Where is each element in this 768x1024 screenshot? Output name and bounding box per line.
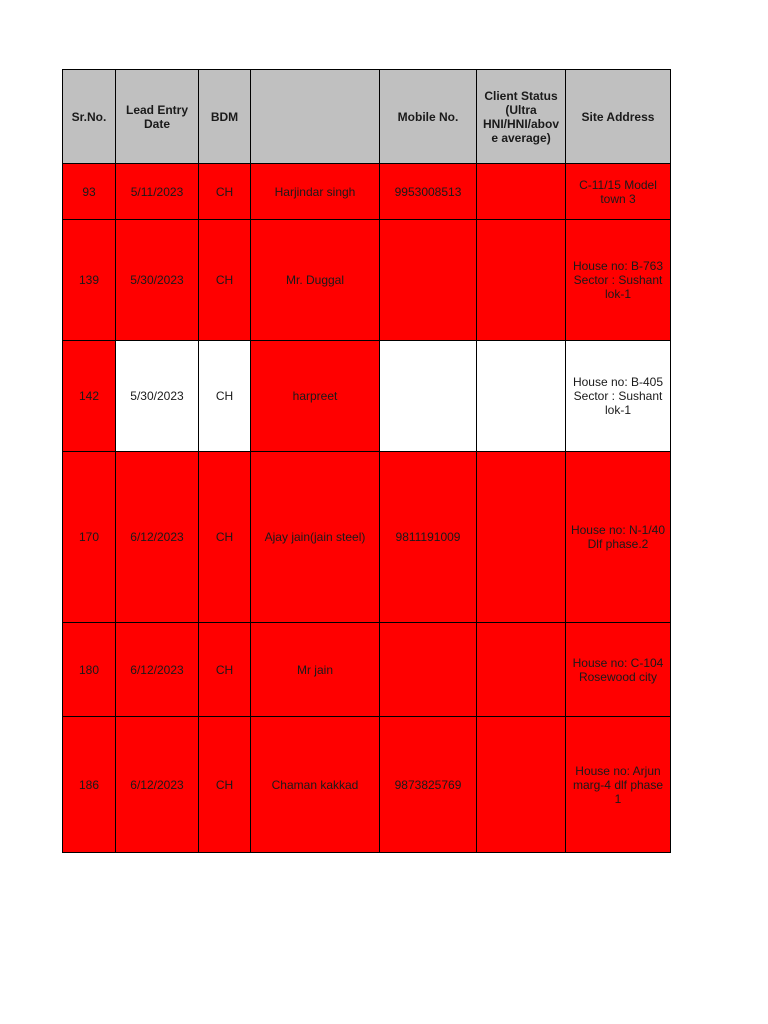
cell-name: Ajay jain(jain steel) (251, 452, 380, 623)
cell-bdm: CH (199, 717, 251, 853)
cell-name: Mr. Duggal (251, 220, 380, 341)
cell-sr-no: 93 (63, 164, 116, 220)
cell-name: Mr jain (251, 623, 380, 717)
table-row (63, 452, 671, 623)
cell-status (477, 717, 566, 853)
header-sr-no: Sr.No. (63, 70, 116, 164)
header-site-address: Site Address (566, 70, 671, 164)
table-row (63, 220, 671, 341)
cell-address: House no: B-763 Sector : Sushant lok-1 (566, 220, 671, 341)
cell-mobile: 9953008513 (380, 164, 477, 220)
cell-bdm: CH (199, 341, 251, 452)
header-name (251, 70, 380, 164)
cell-mobile: 9873825769 (380, 717, 477, 853)
cell-status (477, 452, 566, 623)
cell-bdm: CH (199, 164, 251, 220)
cell-date: 5/30/2023 (116, 220, 199, 341)
cell-address: House no: N-1/40 Dlf phase.2 (566, 452, 671, 623)
cell-sr-no: 142 (63, 341, 116, 452)
cell-name: Harjindar singh (251, 164, 380, 220)
cell-address: House no: C-104 Rosewood city (566, 623, 671, 717)
table-row (63, 341, 671, 452)
cell-bdm: CH (199, 623, 251, 717)
table-row (63, 623, 671, 717)
cell-date: 5/30/2023 (116, 341, 199, 452)
cell-date: 6/12/2023 (116, 717, 199, 853)
cell-sr-no: 186 (63, 717, 116, 853)
cell-date: 6/12/2023 (116, 452, 199, 623)
header-lead-entry-date: Lead Entry Date (116, 70, 199, 164)
cell-mobile (380, 341, 477, 452)
header-row (63, 70, 671, 164)
cell-date: 5/11/2023 (116, 164, 199, 220)
header-mobile-no: Mobile No. (380, 70, 477, 164)
cell-mobile: 9811191009 (380, 452, 477, 623)
table-row (63, 164, 671, 220)
cell-mobile (380, 220, 477, 341)
cell-status (477, 220, 566, 341)
cell-address: House no: Arjun marg-4 dlf phase 1 (566, 717, 671, 853)
cell-mobile (380, 623, 477, 717)
cell-sr-no: 139 (63, 220, 116, 341)
cell-sr-no: 170 (63, 452, 116, 623)
cell-status (477, 164, 566, 220)
cell-status (477, 341, 566, 452)
cell-address: House no: B-405 Sector : Sushant lok-1 (566, 341, 671, 452)
header-client-status: Client Status (Ultra HNI/HNI/above average) (477, 70, 566, 164)
cell-status (477, 623, 566, 717)
cell-sr-no: 180 (63, 623, 116, 717)
cell-bdm: CH (199, 220, 251, 341)
cell-name: harpreet (251, 341, 380, 452)
header-bdm: BDM (199, 70, 251, 164)
cell-bdm: CH (199, 452, 251, 623)
cell-date: 6/12/2023 (116, 623, 199, 717)
cell-name: Chaman kakkad (251, 717, 380, 853)
leads-table (62, 69, 671, 853)
cell-address: C-11/15 Model town 3 (566, 164, 671, 220)
table-row (63, 717, 671, 853)
